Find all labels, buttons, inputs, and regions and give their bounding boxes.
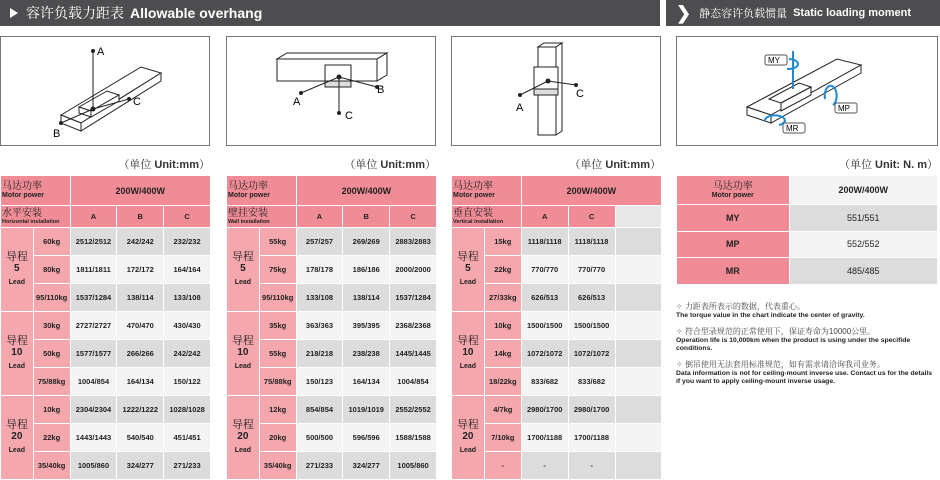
load-cell: 35/40kg	[33, 452, 70, 480]
moment-slide-illustration	[677, 37, 937, 145]
load-cell: 15kg	[484, 228, 521, 256]
lead-group: 导程 20 Lead	[1, 396, 34, 480]
value-cell: 271/233	[164, 452, 211, 480]
value-cell: 2883/2883	[390, 228, 437, 256]
empty-cell	[615, 452, 661, 480]
col-a: A	[70, 206, 117, 228]
value-cell: 451/451	[164, 424, 211, 452]
value-cell: 257/257	[296, 228, 343, 256]
section-header-moment	[666, 0, 940, 26]
motor-power-value: 200W/400W	[789, 176, 937, 205]
empty-cell	[615, 284, 661, 312]
label-mr: MR	[786, 124, 799, 133]
value-cell: 2980/1700	[568, 396, 615, 424]
motor-power-label: 马达功率 Motor power	[677, 176, 790, 205]
value-cell: 2512/2512	[70, 228, 117, 256]
value-cell: 269/269	[343, 228, 390, 256]
value-cell: 1588/1588	[390, 424, 437, 452]
col-c: C	[568, 206, 615, 228]
note-1-en: The torque value in the chart indicate the center of gravity.	[676, 312, 865, 319]
value-cell: 138/114	[117, 284, 164, 312]
load-cell: -	[484, 452, 521, 480]
value-cell: 271/233	[296, 452, 343, 480]
install-type: 壁挂安装 Wall installation	[227, 206, 297, 228]
value-cell: 1445/1445	[390, 340, 437, 368]
note-1-cn: ✧ 力距表所表示的数据，代表重心。	[676, 302, 805, 311]
value-cell: 1019/1019	[343, 396, 390, 424]
value-cell: 242/242	[164, 340, 211, 368]
lead-group: 导程 10 Lead	[452, 312, 485, 396]
value-cell: 172/172	[117, 256, 164, 284]
label-my: MY	[768, 56, 780, 65]
moment-label: MY	[677, 205, 790, 232]
notes	[676, 302, 938, 393]
unit-label-2: （单位 Unit:mm）	[344, 159, 436, 171]
diamond-icon: ✧	[676, 302, 683, 311]
vertical-slide-illustration	[452, 37, 660, 145]
chevron-right-icon: ❯	[676, 3, 692, 23]
overhang-table-horizontal	[0, 175, 211, 480]
load-cell: 22kg	[33, 424, 70, 452]
lead-group: 导程 20 Lead	[227, 396, 260, 480]
col-c: C	[390, 206, 437, 228]
value-cell: 2304/2304	[70, 396, 117, 424]
install-type: 水平安装 Horizontal installation	[1, 206, 71, 228]
load-cell: 60kg	[33, 228, 70, 256]
value-cell: 1500/1500	[521, 312, 568, 340]
value-cell: 1118/1118	[568, 228, 615, 256]
value-cell: 770/770	[568, 256, 615, 284]
col-a: A	[296, 206, 343, 228]
moment-label: MP	[677, 231, 790, 258]
load-cell: 75/88kg	[33, 368, 70, 396]
value-cell: -	[521, 452, 568, 480]
load-cell: 75kg	[259, 256, 296, 284]
label-a-2: A	[293, 96, 301, 108]
load-cell: 75/88kg	[259, 368, 296, 396]
value-cell: 626/513	[521, 284, 568, 312]
value-cell: 1577/1577	[70, 340, 117, 368]
load-cell: 12kg	[259, 396, 296, 424]
value-cell: 2368/2368	[390, 312, 437, 340]
value-cell: 1004/854	[390, 368, 437, 396]
diamond-icon: ✧	[676, 359, 683, 369]
label-c: C	[133, 96, 141, 108]
empty-cell	[615, 206, 661, 228]
unit-label-3: （单位 Unit:mm）	[569, 159, 661, 171]
moment-label: MR	[677, 258, 790, 285]
value-cell: 2000/2000	[390, 256, 437, 284]
value-cell: 164/134	[117, 368, 164, 396]
value-cell: 232/232	[164, 228, 211, 256]
value-cell: 324/277	[343, 452, 390, 480]
col-b: B	[117, 206, 164, 228]
lead-group: 导程 10 Lead	[1, 312, 34, 396]
header-en-2: Static loading moment	[793, 7, 912, 19]
value-cell: 138/114	[343, 284, 390, 312]
overhang-table-vertical	[451, 175, 662, 480]
value-cell: 1072/1072	[521, 340, 568, 368]
wall-slide-illustration	[227, 37, 435, 145]
empty-cell	[615, 256, 661, 284]
value-cell: 164/134	[343, 368, 390, 396]
unit-label-moment: （单位 Unit: N. m）	[838, 159, 938, 171]
load-cell: 95/110kg	[259, 284, 296, 312]
load-cell: 55kg	[259, 228, 296, 256]
empty-cell	[615, 396, 661, 424]
col-a: A	[521, 206, 568, 228]
value-cell: 1005/860	[390, 452, 437, 480]
value-cell: 1072/1072	[568, 340, 615, 368]
value-cell: 164/164	[164, 256, 211, 284]
value-cell: 1118/1118	[521, 228, 568, 256]
value-cell: 133/108	[296, 284, 343, 312]
value-cell: -	[568, 452, 615, 480]
moment-value: 551/551	[789, 205, 937, 232]
moment-value: 485/485	[789, 258, 937, 285]
value-cell: 186/186	[343, 256, 390, 284]
label-a-3: A	[516, 102, 524, 114]
triangle-icon	[10, 8, 18, 18]
label-b: B	[53, 128, 61, 140]
load-cell: 20kg	[259, 424, 296, 452]
value-cell: 1500/1500	[568, 312, 615, 340]
value-cell: 470/470	[117, 312, 164, 340]
load-cell: 50kg	[33, 340, 70, 368]
value-cell: 1700/1188	[568, 424, 615, 452]
value-cell: 596/596	[343, 424, 390, 452]
value-cell: 242/242	[117, 228, 164, 256]
value-cell: 363/363	[296, 312, 343, 340]
load-cell: 14kg	[484, 340, 521, 368]
value-cell: 626/513	[568, 284, 615, 312]
header-cn: 容许负载力距表	[26, 5, 124, 21]
motor-power-value: 200W/400W	[521, 176, 661, 206]
diagram-horizontal	[0, 36, 210, 146]
value-cell: 1537/1284	[390, 284, 437, 312]
load-cell: 10kg	[484, 312, 521, 340]
label-a: A	[97, 46, 105, 58]
value-cell: 1700/1188	[521, 424, 568, 452]
label-mp: MP	[838, 104, 850, 113]
value-cell: 324/277	[117, 452, 164, 480]
diagram-moment	[676, 36, 938, 146]
horizontal-slide-illustration	[1, 37, 209, 145]
value-cell: 2980/1700	[521, 396, 568, 424]
value-cell: 238/238	[343, 340, 390, 368]
load-cell: 4/7kg	[484, 396, 521, 424]
moment-value: 552/552	[789, 231, 937, 258]
header-cn-2: 静态容许负载惯量	[699, 8, 788, 20]
empty-cell	[615, 368, 661, 396]
value-cell: 395/395	[343, 312, 390, 340]
lead-group: 导程 5 Lead	[227, 228, 260, 312]
value-cell: 2727/2727	[70, 312, 117, 340]
load-cell: 18/22kg	[484, 368, 521, 396]
load-cell: 10kg	[33, 396, 70, 424]
diamond-icon: ✧	[676, 326, 683, 336]
value-cell: 1005/860	[70, 452, 117, 480]
value-cell: 2552/2552	[390, 396, 437, 424]
lead-group: 导程 10 Lead	[227, 312, 260, 396]
value-cell: 150/123	[296, 368, 343, 396]
overhang-table-wall	[226, 175, 437, 480]
empty-cell	[615, 424, 661, 452]
unit-label-1: （单位 Unit:mm）	[118, 159, 210, 171]
label-b-2: B	[377, 84, 385, 96]
motor-power-label: 马达功率 Motor power	[227, 176, 297, 206]
empty-cell	[615, 340, 661, 368]
load-cell: 22kg	[484, 256, 521, 284]
value-cell: 770/770	[521, 256, 568, 284]
motor-power-label: 马达功率 Motor power	[452, 176, 522, 206]
value-cell: 150/122	[164, 368, 211, 396]
value-cell: 1028/1028	[164, 396, 211, 424]
load-cell: 55kg	[259, 340, 296, 368]
motor-power-value: 200W/400W	[70, 176, 210, 206]
empty-cell	[615, 228, 661, 256]
header-en: Allowable overhang	[130, 5, 263, 21]
motor-power-label: 马达功率 Motor power	[1, 176, 71, 206]
lead-group: 导程 5 Lead	[1, 228, 34, 312]
value-cell: 833/682	[521, 368, 568, 396]
value-cell: 1443/1443	[70, 424, 117, 452]
install-type: 垂直安装 Vertical installation	[452, 206, 522, 228]
value-cell: 540/540	[117, 424, 164, 452]
load-cell: 30kg	[33, 312, 70, 340]
label-c-3: C	[576, 88, 584, 100]
note-3-cn: ✧ 倒吊使用无法套用标准规范，如有需求请洽询我司业务。	[676, 359, 885, 369]
value-cell: 833/682	[568, 368, 615, 396]
lead-group: 导程 5 Lead	[452, 228, 485, 312]
value-cell: 266/266	[117, 340, 164, 368]
note-2-cn: ✧ 符合型录规范的正常使用下，保证寿命为10000公里。	[676, 326, 876, 336]
section-header-overhang	[0, 0, 660, 26]
value-cell: 178/178	[296, 256, 343, 284]
diagram-vertical	[451, 36, 661, 146]
col-c: C	[164, 206, 211, 228]
static-moment-table	[676, 175, 938, 285]
load-cell: 7/10kg	[484, 424, 521, 452]
load-cell: 27/33kg	[484, 284, 521, 312]
value-cell: 1222/1222	[117, 396, 164, 424]
note-2-en: Operation life is 10,000km when the product is using under the specifide conditions.	[676, 336, 911, 352]
load-cell: 80kg	[33, 256, 70, 284]
value-cell: 1537/1284	[70, 284, 117, 312]
value-cell: 1004/854	[70, 368, 117, 396]
value-cell: 430/430	[164, 312, 211, 340]
col-b: B	[343, 206, 390, 228]
load-cell: 35/40kg	[259, 452, 296, 480]
value-cell: 854/854	[296, 396, 343, 424]
label-c-2: C	[345, 110, 353, 122]
value-cell: 1811/1811	[70, 256, 117, 284]
empty-cell	[615, 312, 661, 340]
value-cell: 133/108	[164, 284, 211, 312]
load-cell: 95/110kg	[33, 284, 70, 312]
load-cell: 35kg	[259, 312, 296, 340]
motor-power-value: 200W/400W	[296, 176, 436, 206]
note-3-en: Data information is not for ceiling-mount inverse use. Contact us for the details if you want to apply ceiling-mount inverse usage.	[676, 369, 933, 385]
lead-group: 导程 20 Lead	[452, 396, 485, 480]
value-cell: 218/218	[296, 340, 343, 368]
diagram-wall	[226, 36, 436, 146]
value-cell: 500/500	[296, 424, 343, 452]
